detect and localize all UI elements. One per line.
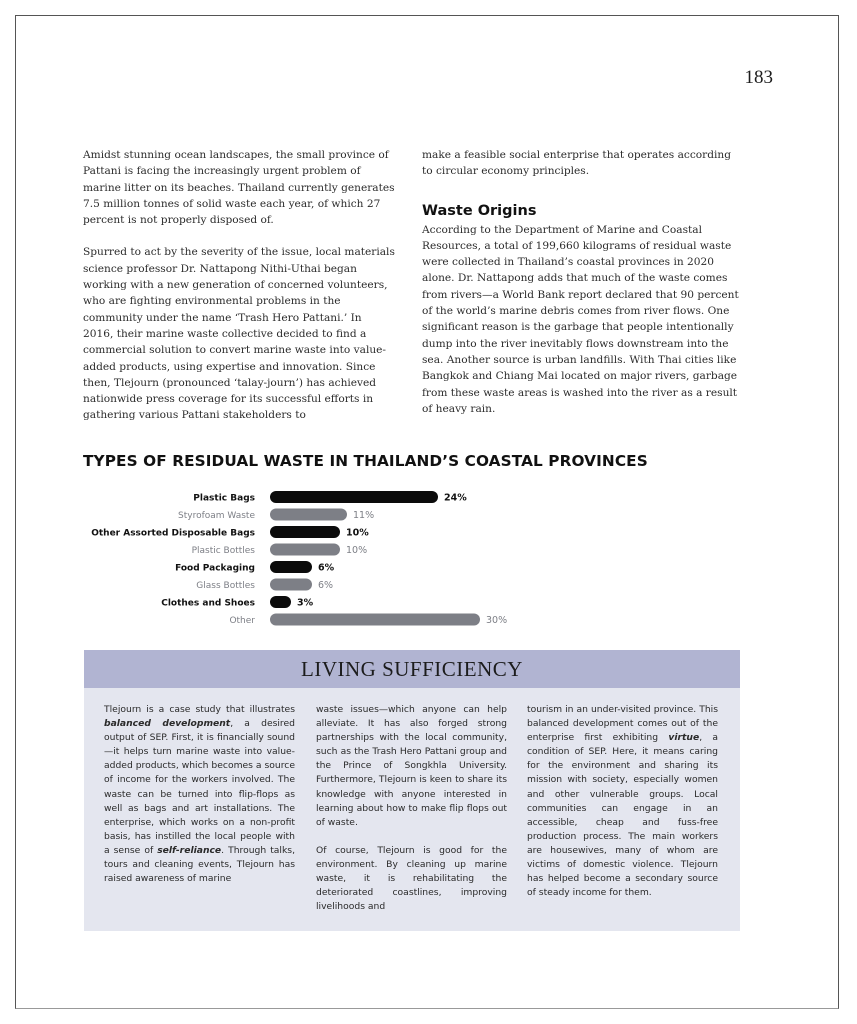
value-label: 10% bbox=[346, 545, 368, 556]
bar bbox=[270, 596, 291, 608]
box-col1-paragraph bbox=[104, 703, 295, 886]
trash-hero-paragraph: Spurred to act by the severity of the issue, local materials science professor Dr. Nattapong Nithi-Uthai began working with a new generation of concerned volunteers, who are fighting environmental problems in the community under the name ‘Trash Hero Pattani.’ In 2016, their marine waste collective decided to find a commercial solution to convert marine waste into value-added products, using expertise and innovation. Since then, Tlejourn (pronounced ‘talay-journ’) has achieved nationwide press coverage for its successful efforts in gathering various Pattani stakeholders to bbox=[83, 246, 395, 422]
category-label: Clothes and Shoes bbox=[161, 598, 255, 609]
intro-paragraph: Amidst stunning ocean landscapes, the small province of Pattani is facing the increasingly urgent problem of marine litter on its beaches. Thailand currently generates 7.5 million tonnes of solid waste each year, of which 27 percent is not properly disposed of. bbox=[83, 149, 395, 227]
box-col2-paragraph-2: Of course, Tlejourn is good for the environment. By cleaning up marine waste, it is rehabilitating the deteriorated coastlines, improving livelihoods and bbox=[316, 844, 507, 913]
living-sufficiency-box bbox=[84, 650, 740, 931]
category-label: Other Assorted Disposable Bags bbox=[91, 528, 255, 539]
chart-title: TYPES OF RESIDUAL WASTE IN THAILAND’S COASTAL PROVINCES bbox=[83, 452, 648, 470]
waste-origins-paragraph: According to the Department of Marine and Coastal Resources, a total of 199,660 kilograms of residual waste were collected in Thailand’s coastal provinces in 2020 alone. Dr. Nattapong adds that much of the waste comes from rivers—a World Bank report declared that 90 percent of the world’s marine debris comes from river flows. One significant reason is the garbage that people intentionally dump into the river inevitably flows downstream into the sea. Another source is urban landfills. With Thai cities like Bangkok and Chiang Mai located on major rivers, garbage from these waste areas is washed into the river as a result of heavy rain. bbox=[422, 223, 739, 415]
self-reliance-term: self-reliance bbox=[157, 844, 222, 856]
balanced-development-term: balanced development bbox=[104, 718, 231, 730]
box-col1-text-c: , a desired output of SEP. First, it is financially sound—it helps turn marine waste into value-added products, which becomes a source of income for the workers involved. The waste can be turned into flip-flops as well as bags and art installations. The enterprise, which works on a non-profit basis, has instilled the local people with a sense of bbox=[104, 718, 295, 856]
category-label: Other bbox=[229, 616, 255, 626]
waste-bar-chart bbox=[83, 487, 643, 647]
box-col3-text-a: tourism in an under-visited province. This balanced development comes out of the enterprise first exhibiting bbox=[527, 704, 718, 744]
box-col3-text-c: , a condition of SEP. Here, it means caring for the environment and sharing its mission with society, especially women and other vulnerable groups. Local communities can engage in an accessible, cheap and fuss-free production process. The main workers are housewives, many of whom are victims of domestic violence. Tlejourn has helped become a secondary source of steady income for them. bbox=[527, 732, 718, 899]
right-column bbox=[422, 147, 742, 433]
value-label: 3% bbox=[297, 597, 314, 609]
bar bbox=[270, 509, 347, 521]
value-label: 24% bbox=[444, 492, 467, 504]
page-number: 183 bbox=[744, 67, 773, 88]
bar bbox=[270, 544, 340, 556]
box-column-1 bbox=[104, 703, 295, 900]
box-col1-text-e: . Through talks, tours and cleaning events, Tlejourn has raised awareness of marine bbox=[104, 844, 296, 885]
living-sufficiency-title: LIVING SUFFICIENCY bbox=[84, 650, 740, 688]
bar bbox=[270, 579, 312, 591]
continuation-paragraph: make a feasible social enterprise that operates according to circular economy principles. bbox=[422, 149, 731, 178]
waste-origins-heading: Waste Origins bbox=[422, 202, 537, 219]
value-label: 6% bbox=[318, 562, 335, 574]
box-col1-text-a: Tlejourn is a case study that illustrates bbox=[104, 704, 295, 715]
value-label: 11% bbox=[353, 510, 375, 521]
box-col3-paragraph bbox=[527, 703, 718, 900]
left-column bbox=[83, 147, 395, 440]
bar bbox=[270, 491, 438, 503]
category-label: Food Packaging bbox=[175, 563, 255, 574]
virtue-term: virtue bbox=[668, 732, 700, 744]
value-label: 30% bbox=[486, 615, 508, 626]
bar bbox=[270, 561, 312, 573]
category-label: Plastic Bags bbox=[193, 493, 255, 504]
bar bbox=[270, 526, 340, 538]
value-label: 6% bbox=[318, 580, 334, 591]
box-column-2 bbox=[316, 703, 507, 928]
box-col2-paragraph-1: waste issues—which anyone can help alleviate. It has also forged strong partnerships with the local community, such as the Trash Hero Pattani group and the Prince of Songkhla University. Furthermore, Tlejourn is keen to share its knowledge with anyone interested in learning about how to make flip flops out of waste. bbox=[316, 704, 507, 828]
bar bbox=[270, 614, 480, 626]
category-label: Glass Bottles bbox=[196, 581, 255, 591]
category-label: Plastic Bottles bbox=[191, 546, 255, 556]
box-column-3 bbox=[527, 703, 718, 914]
value-label: 10% bbox=[346, 527, 369, 539]
category-label: Styrofoam Waste bbox=[178, 511, 255, 521]
